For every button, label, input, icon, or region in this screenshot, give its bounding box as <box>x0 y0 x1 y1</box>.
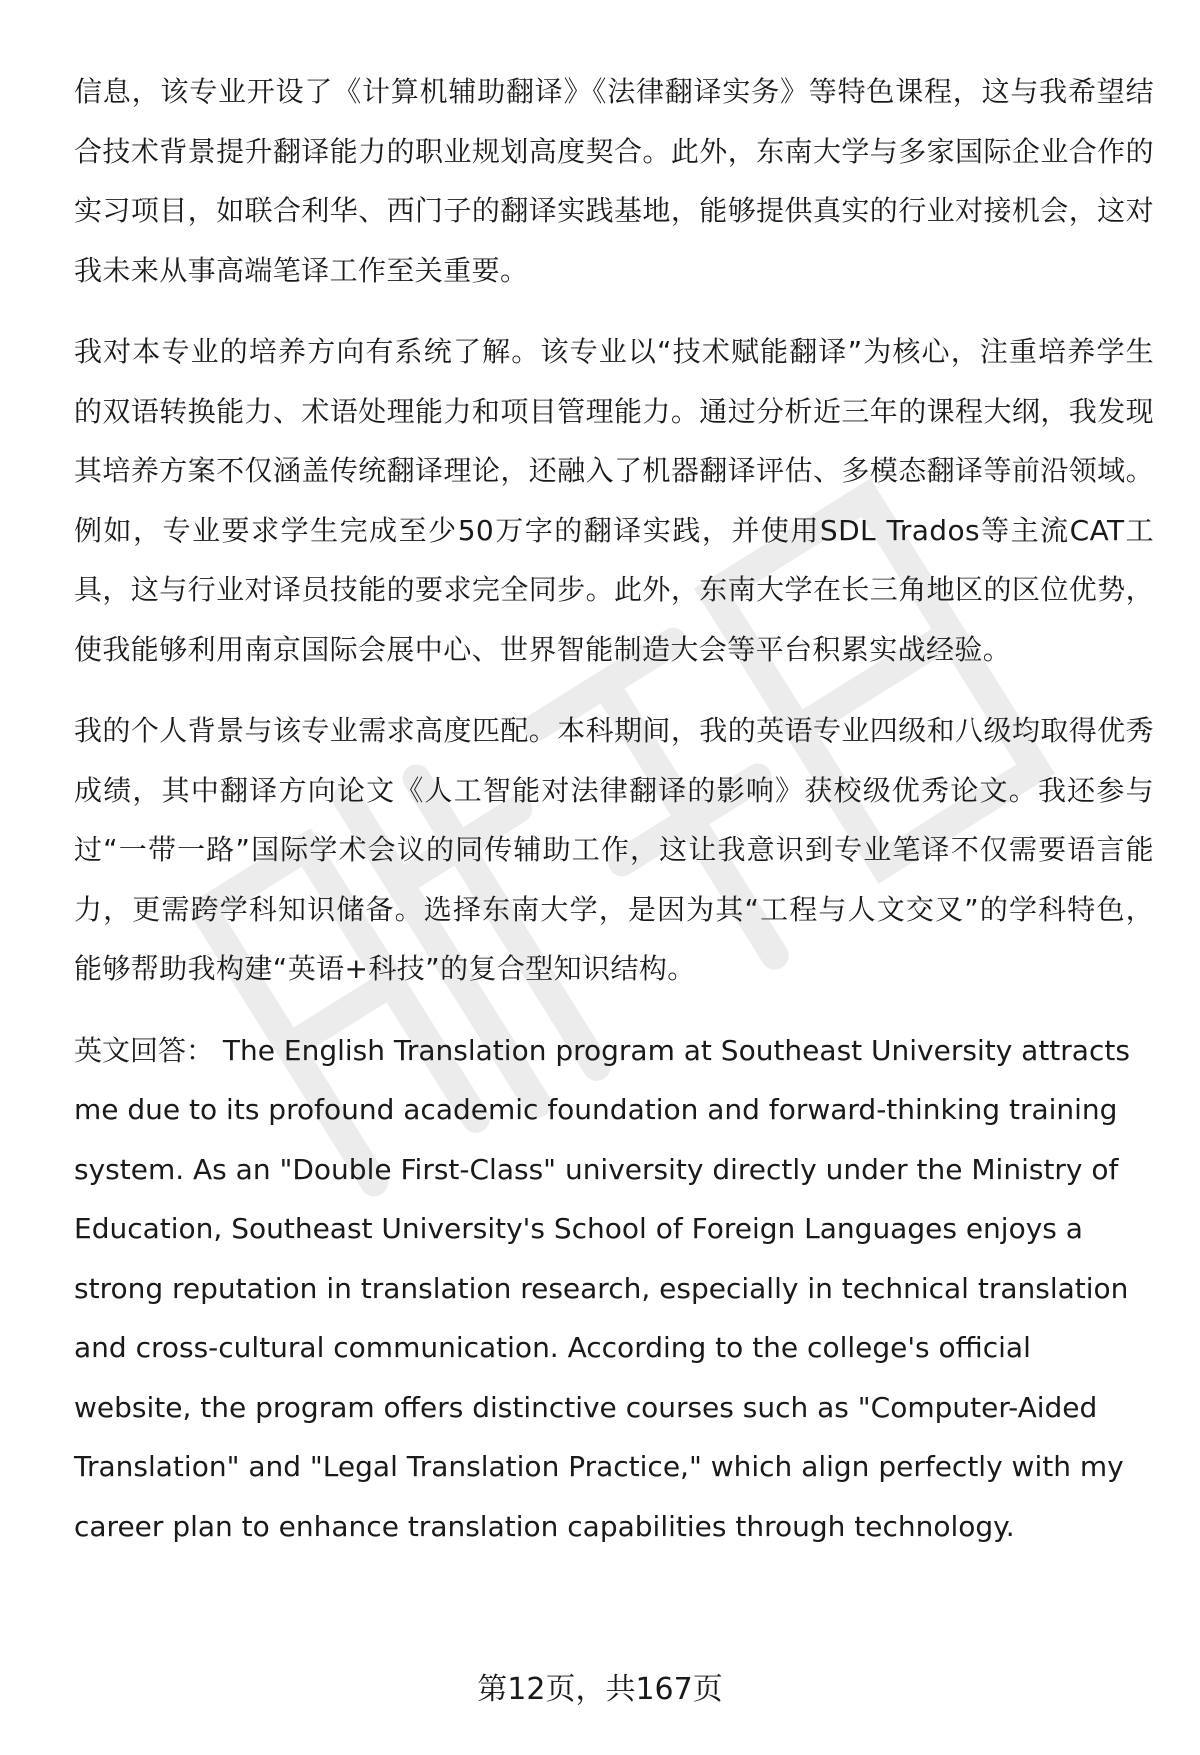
page-number-footer: 第12页，共167页 <box>477 1672 723 1707</box>
document-body <box>74 62 1154 1578</box>
paragraph-english-answer: 英文回答： The English Translation program at Southeast University attracts me due to its profound academic foundation and forward-thinking training system. As an "Double First-Class" university directly under the Ministry of Education, Southeast University's School of Foreign Languages enjoys a strong reputation in translation research, especially in technical translation and cross-cultural communication. According to the college's official website, the program offers distinctive courses such as "Computer-Aided Translation" and "Legal Translation Practice," which align perfectly with my career plan to enhance translation capabilities through technology. <box>74 1033 1130 1543</box>
paragraph-2: 我对本专业的培养方向有系统了解。该专业以“技术赋能翻译”为核心，注重培养学生的双语转换能力、术语处理能力和项目管理能力。通过分析近三年的课程大纲，我发现其培养方案不仅涵盖传统翻译理论，还融入了机器翻译评估、多模态翻译等前沿领域。例如，专业要求学生完成至少50万字的翻译实践，并使用SDL Trados等主流CAT工具，这与行业对译员技能的要求完全同步。此外，东南大学在长三角地区的区位优势，使我能够利用南京国际会展中心、世界智能制造大会等平台积累实战经验。 <box>74 335 1154 666</box>
paragraph-1: 信息，该专业开设了《计算机辅助翻译》《法律翻译实务》等特色课程，这与我希望结合技术背景提升翻译能力的职业规划高度契合。此外，东南大学与多家国际企业合作的实习项目，如联合利华、西门子的翻译实践基地，能够提供真实的行业对接机会，这对我未来从事高端笔译工作至关重要。 <box>74 75 1154 287</box>
paragraph-3: 我的个人背景与该专业需求高度匹配。本科期间，我的英语专业四级和八级均取得优秀成绩，其中翻译方向论文《人工智能对法律翻译的影响》获校级优秀论文。我还参与过“一带一路”国际学术会议的同传辅助工作，这让我意识到专业笔译不仅需要语言能力，更需跨学科知识储备。选择东南大学，是因为其“工程与人文交叉”的学科特色，能够帮助我构建“英语+科技”的复合型知识结构。 <box>74 714 1154 985</box>
